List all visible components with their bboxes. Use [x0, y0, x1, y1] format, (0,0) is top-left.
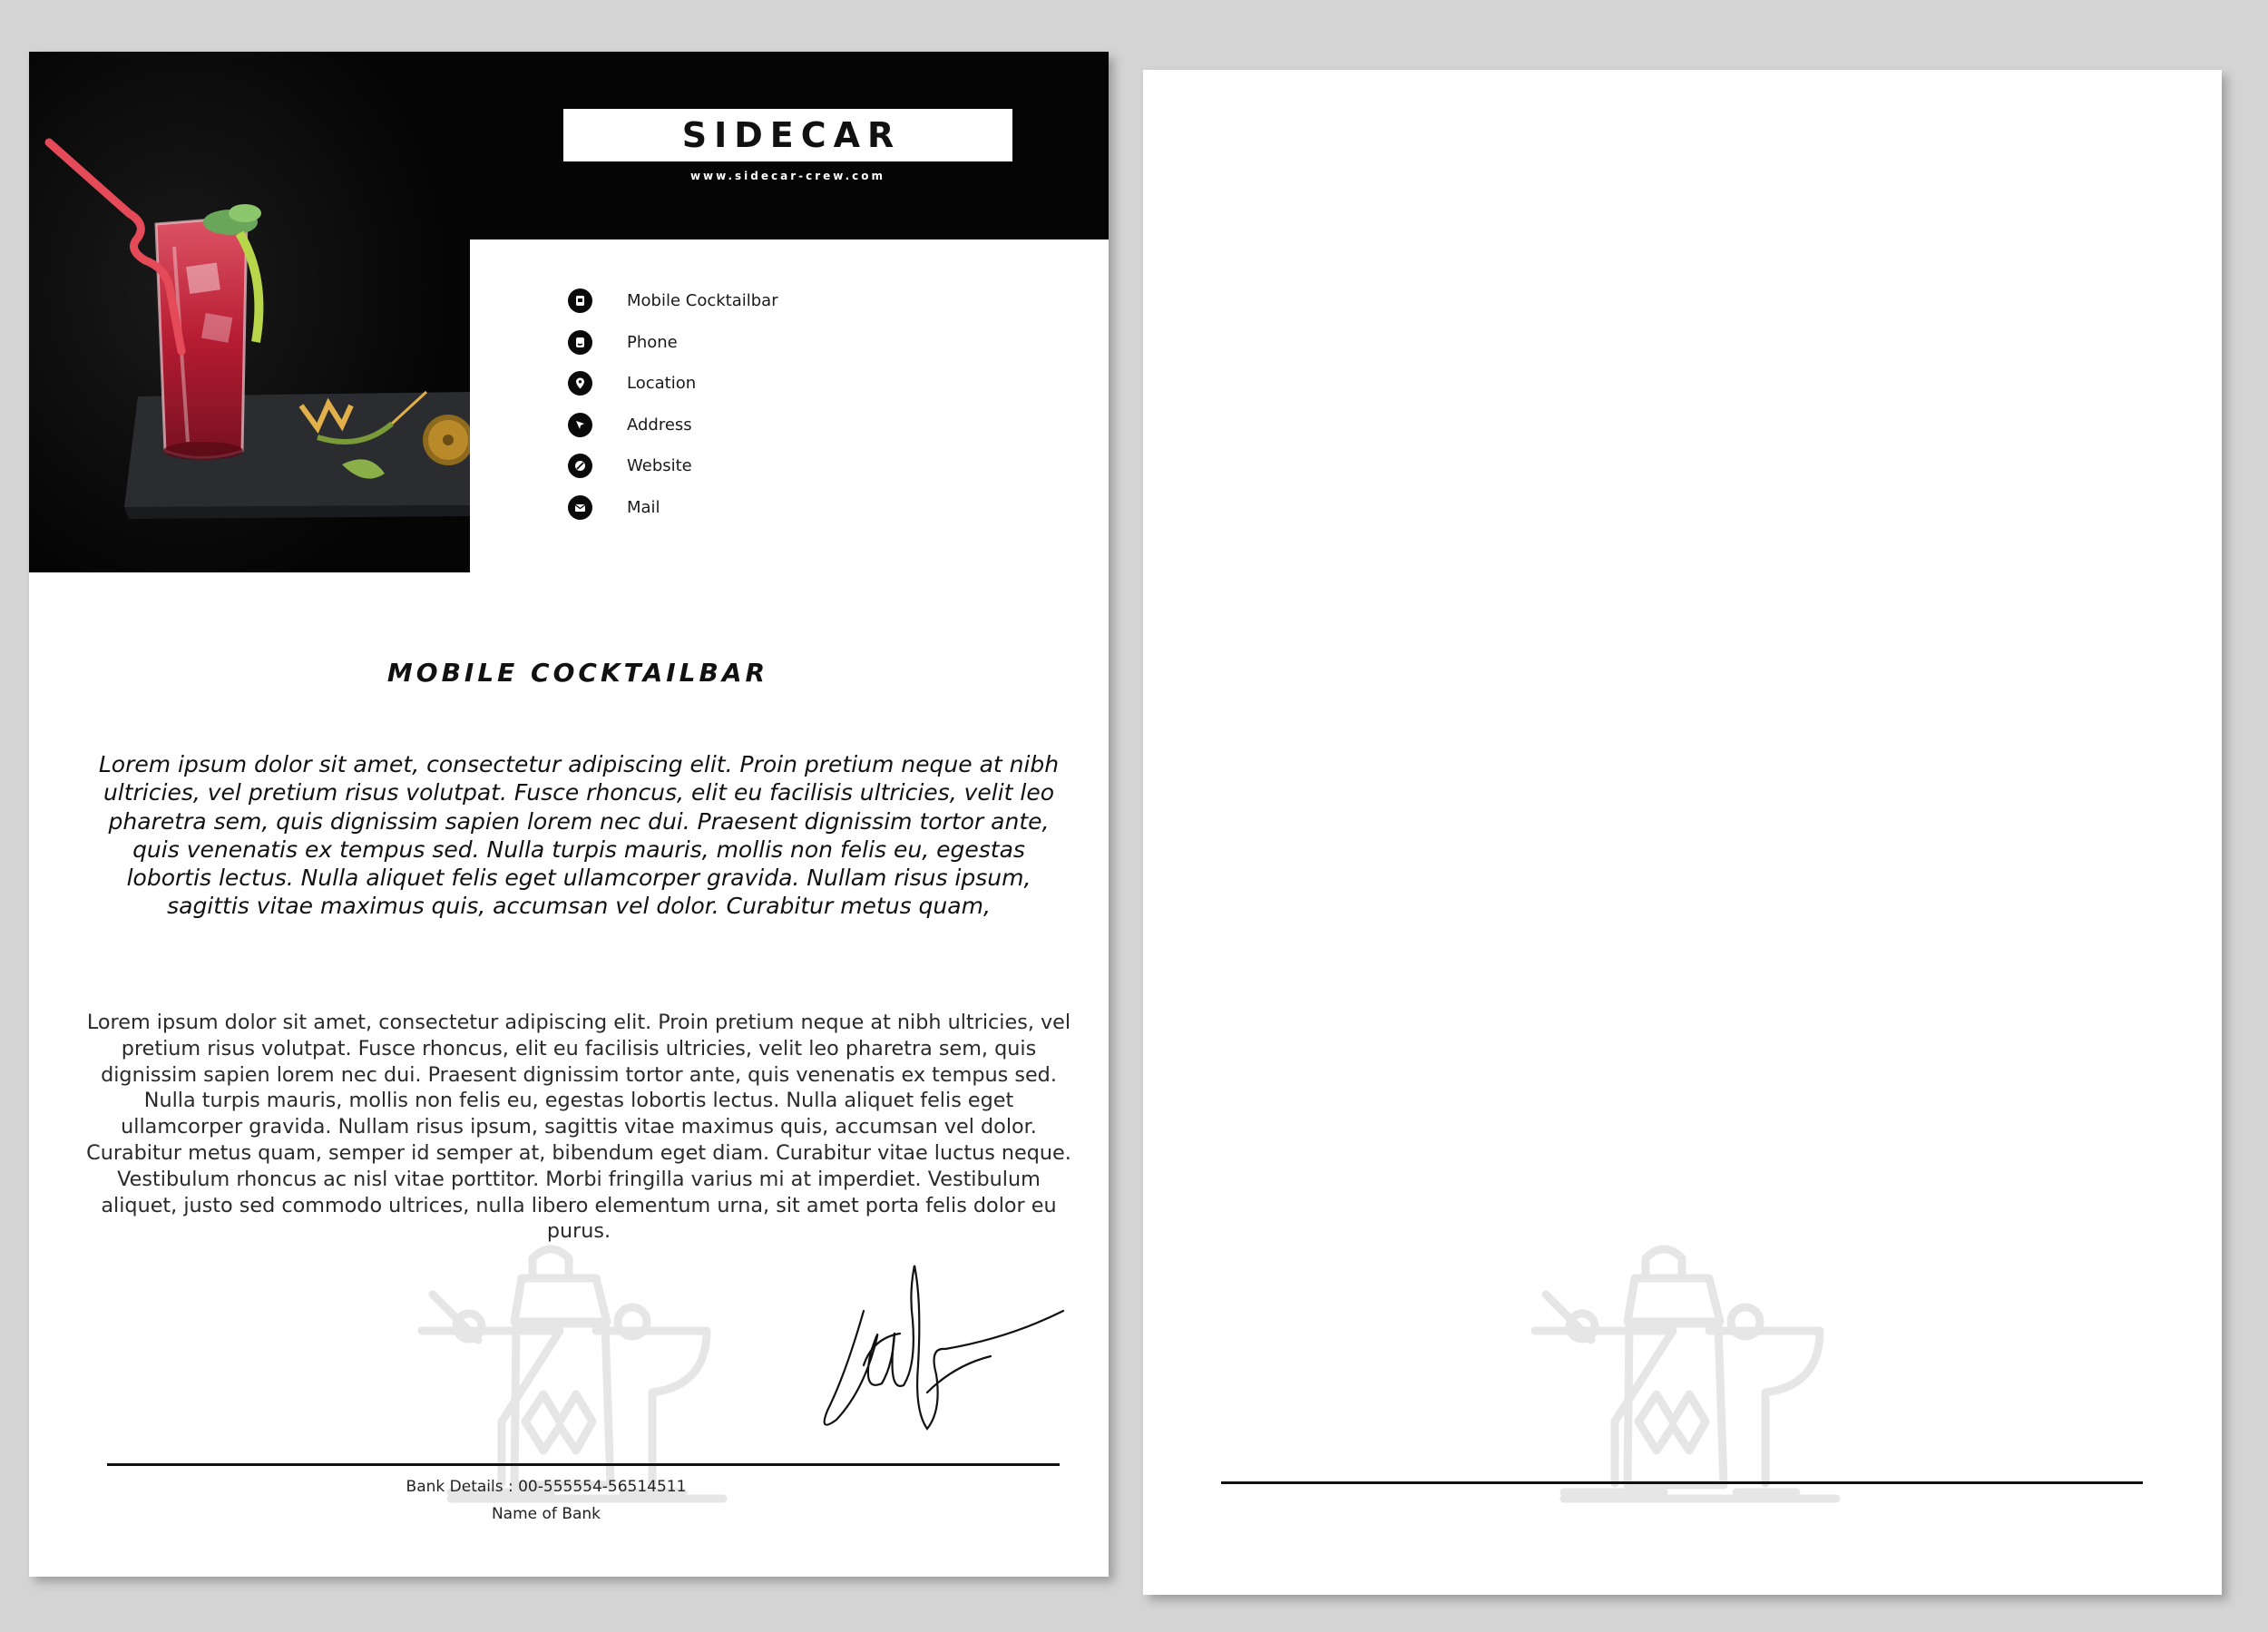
letter-heading: MOBILE COCKTAILBAR	[386, 658, 769, 688]
contact-label: Phone	[627, 332, 678, 352]
contact-item-address	[568, 405, 778, 446]
contact-item-mail	[568, 487, 778, 529]
contact-label: Address	[627, 415, 692, 435]
map-marker-icon	[568, 413, 592, 437]
bank-details: Bank Details : 00-555554-56514511	[406, 1478, 687, 1496]
bank-name: Name of Bank	[491, 1505, 601, 1523]
intro-paragraph: Lorem ipsum dolor sit amet, consectetur adipiscing elit. Proin pretium neque at nibh ultricies, vel pretium risus volutpat. Fusce rhoncus, elit eu facilisis ultricies, velit leo pharetra sem, quis dignissim sapien lorem nec dui. Praesent dignissim tortor ante, quis venenatis ex tempus sed. Nulla turpis mauris, mollis non felis eu, egestas lobortis lectus. Nulla aliquet felis eget ullamcorper gravida. Nullam risus ipsum, sagittis vitae maximus quis, accumsan vel dolor. Curabitur metus quam,	[98, 751, 1060, 920]
body-paragraph: Lorem ipsum dolor sit amet, consectetur adipiscing elit. Proin pretium neque at nibh ultricies, vel pretium risus volutpat. Fusce rhoncus, elit eu facilisis ultricies, velit leo pharetra sem, quis dignissim sapien lorem nec dui. Praesent dignissim tortor ante, quis venenatis ex tempus sed. Nulla turpis mauris, mollis non felis eu, egestas lobortis lectus. Nulla aliquet felis eget ullamcorper gravida. Nullam risus ipsum, sagittis vitae maximus quis, accumsan vel dolor. Curabitur metus quam, semper id semper at, bibendum eget diam. Curabitur vitae luctus neque. Vestibulum rhoncus ac nisl vitae porttitor. Morbi fringilla varius mi at imperdiet. Vestibulum aliquet, justo sed commodo ultrices, nulla libero elementum urna, sit amet porta felis dolor eu purus.	[86, 1011, 1071, 1244]
continuation-page	[1143, 70, 2222, 1595]
badge-icon	[568, 288, 592, 313]
handwritten-signature	[809, 1247, 1081, 1470]
brand-name: SIDECAR	[681, 115, 902, 155]
contact-label: Website	[627, 456, 692, 476]
contact-label: Mail	[627, 497, 660, 517]
letterhead-page	[29, 52, 1109, 1577]
footer-divider	[107, 1463, 1060, 1466]
contact-item-website	[568, 445, 778, 487]
cocktail-glasses-watermark-icon	[1528, 1240, 1863, 1517]
cocktail-glasses-watermark-icon	[415, 1240, 750, 1517]
footer-divider	[1221, 1481, 2143, 1484]
contact-label: Location	[627, 374, 697, 394]
envelope-icon	[568, 495, 592, 520]
globe-icon	[568, 454, 592, 478]
brand-logo-box	[563, 109, 1012, 161]
cocktail-photo	[29, 52, 470, 572]
contact-label: Mobile Cocktailbar	[627, 291, 778, 311]
phone-icon	[568, 330, 592, 355]
contact-item-location	[568, 363, 778, 405]
contact-item-mobile-cocktailbar	[568, 280, 778, 322]
contact-item-phone	[568, 322, 778, 364]
contact-list	[568, 280, 778, 528]
brand-website: www.sidecar-crew.com	[689, 170, 886, 182]
location-pin-icon	[568, 371, 592, 396]
